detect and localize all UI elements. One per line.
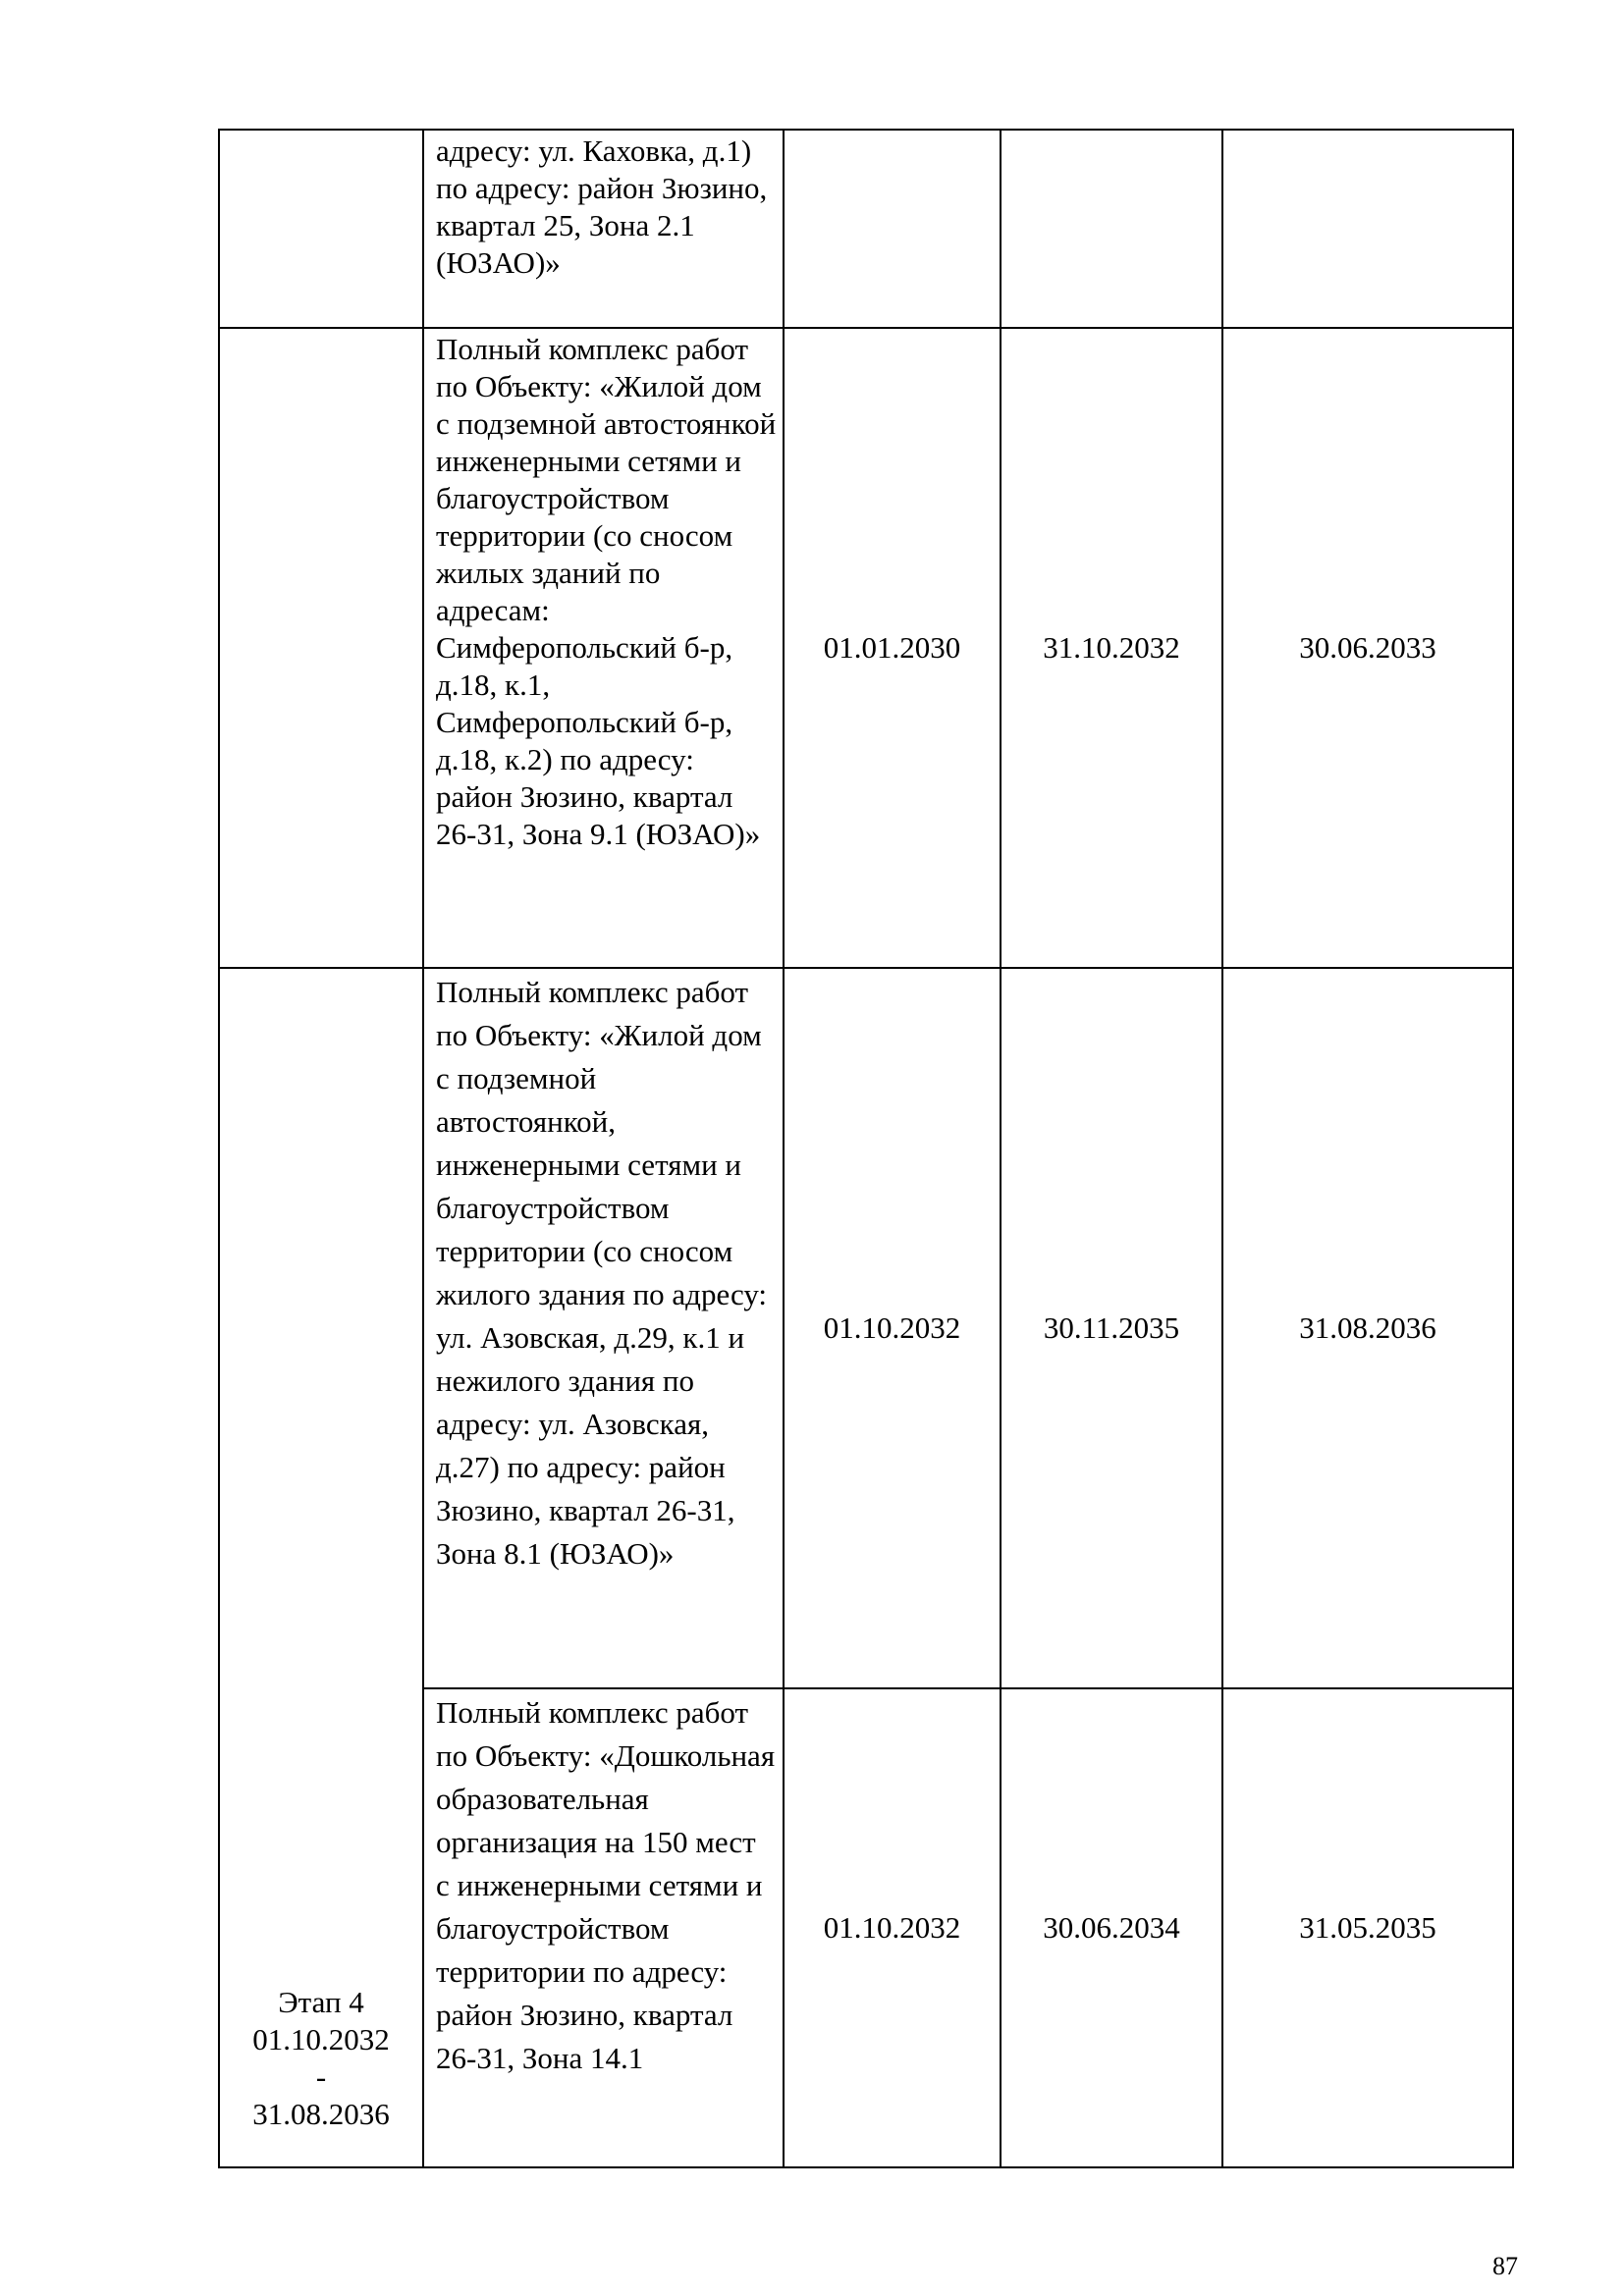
schedule-table (218, 129, 1514, 2168)
start-date: 01.10.2032 (784, 1688, 1001, 2167)
table-row (219, 968, 1513, 1688)
start-date (784, 130, 1001, 328)
end-date: 31.10.2032 (1001, 328, 1222, 968)
final-date: 31.08.2036 (1222, 968, 1513, 1688)
table-row (219, 328, 1513, 968)
stage-label: Этап 4 (278, 1985, 364, 2019)
stage-start-date: 01.10.2032 (252, 2022, 390, 2056)
stage-cell (219, 130, 423, 328)
end-date: 30.06.2034 (1001, 1688, 1222, 2167)
stage-cell (219, 968, 423, 2167)
work-description: Полный комплекс работ по Объекту: «Жилой дом с подземной автостоянкой, инженерными сетями и благоустройством территории (со сносом жилого здания по адресу: ул. Азовская, д.29, к.1 и нежилого здания по адресу: ул. Азовская, д.27) по адресу: район Зюзино, квартал 26-31, Зона 8.1 (ЮЗАО)» (423, 968, 784, 1688)
table-row (219, 130, 1513, 328)
page-number: 87 (1492, 2252, 1518, 2280)
stage-cell (219, 328, 423, 968)
final-date (1222, 130, 1513, 328)
end-date: 30.11.2035 (1001, 968, 1222, 1688)
start-date: 01.01.2030 (784, 328, 1001, 968)
work-description: Полный комплекс работ по Объекту: «Дошкольная образовательная организация на 150 мест с инженерными сетями и благоустройством территории по адресу: район Зюзино, квартал 26-31, Зона 14.1 (423, 1688, 784, 2167)
stage-end-date: 31.08.2036 (252, 2097, 390, 2131)
stage-separator: - (315, 2059, 327, 2094)
start-date: 01.10.2032 (784, 968, 1001, 1688)
final-date: 31.05.2035 (1222, 1688, 1513, 2167)
work-description: адресу: ул. Каховка, д.1) по адресу: район Зюзино, квартал 25, Зона 2.1 (ЮЗАО)» (423, 130, 784, 328)
work-description: Полный комплекс работ по Объекту: «Жилой дом с подземной автостоянкой инженерными сетями и благоустройством территории (со сносом жилых зданий по адресам: Симферопольский б-р, д.18, к.1, Симферопольский б-р, д.18, к.2) по адресу: район Зюзино, квартал 26-31, Зона 9.1 (ЮЗАО)» (423, 328, 784, 968)
end-date (1001, 130, 1222, 328)
final-date: 30.06.2033 (1222, 328, 1513, 968)
